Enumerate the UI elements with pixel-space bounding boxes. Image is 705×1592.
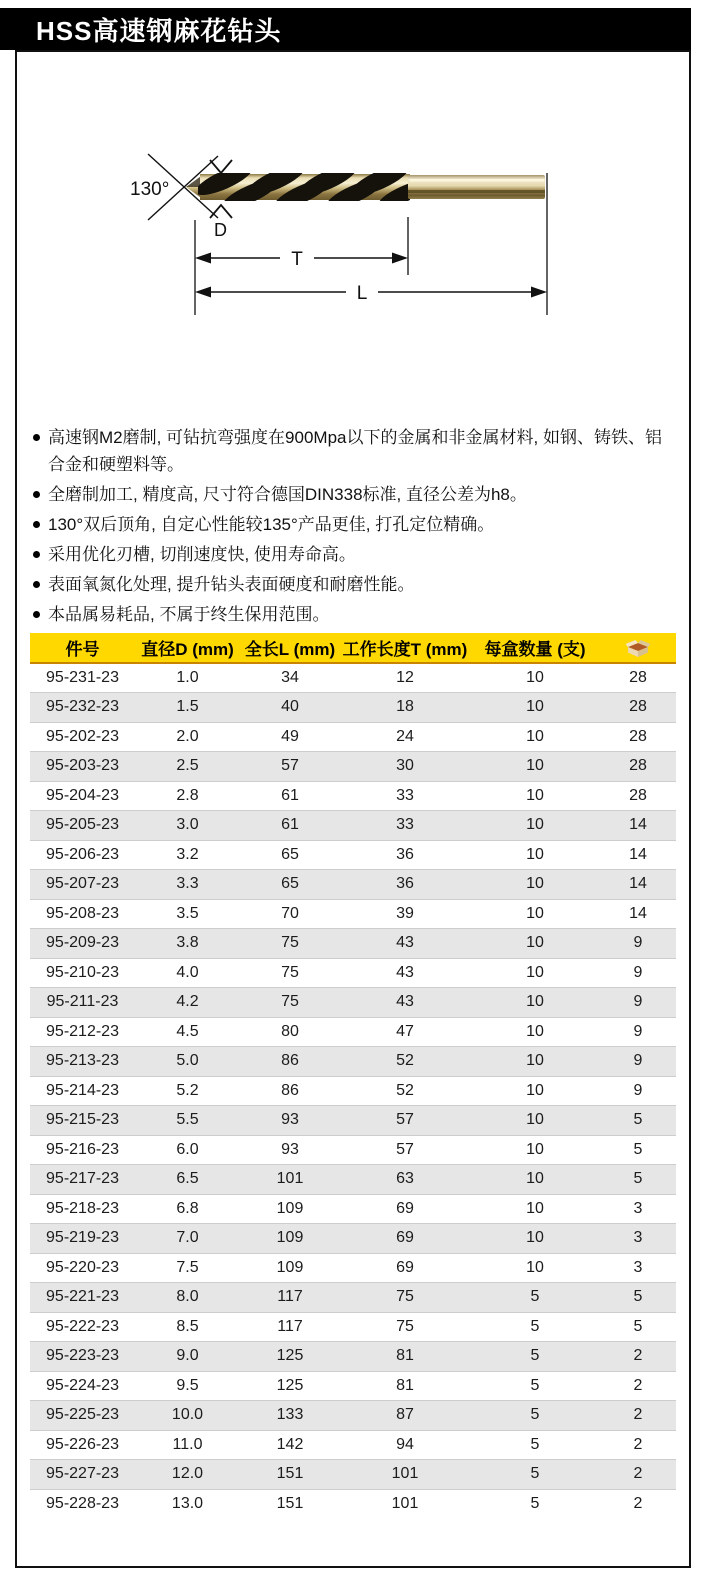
cell-total-length: 125 — [240, 1371, 340, 1401]
cell-qty-per-box: 10 — [470, 722, 600, 752]
table-row — [30, 1106, 676, 1136]
cell-boxes-per-carton: 9 — [600, 929, 676, 959]
cell-working-length: 30 — [340, 752, 470, 782]
cell-qty-per-box: 5 — [470, 1489, 600, 1519]
cell-diameter: 8.5 — [135, 1312, 240, 1342]
cell-qty-per-box: 10 — [470, 929, 600, 959]
header-carton — [600, 633, 676, 663]
cell-diameter: 5.0 — [135, 1047, 240, 1077]
cell-working-length: 18 — [340, 693, 470, 723]
header-diameter: 直径D (mm) — [135, 633, 240, 663]
table-row — [30, 1312, 676, 1342]
cell-part-no: 95-214-23 — [30, 1076, 135, 1106]
diameter-label: D — [214, 220, 227, 240]
cell-boxes-per-carton: 5 — [600, 1283, 676, 1313]
cell-total-length: 80 — [240, 1017, 340, 1047]
feature-item: 全磨制加工, 精度高, 尺寸符合德国DIN338标准, 直径公差为h8。 — [30, 481, 678, 508]
cell-boxes-per-carton: 9 — [600, 1047, 676, 1077]
cell-boxes-per-carton: 2 — [600, 1489, 676, 1519]
cell-diameter: 11.0 — [135, 1430, 240, 1460]
cell-total-length: 65 — [240, 870, 340, 900]
cell-qty-per-box: 10 — [470, 752, 600, 782]
feature-item: 本品属易耗品, 不属于终生保用范围。 — [30, 601, 678, 628]
cell-qty-per-box: 5 — [470, 1283, 600, 1313]
table-row — [30, 811, 676, 841]
cell-boxes-per-carton: 3 — [600, 1194, 676, 1224]
cell-working-length: 52 — [340, 1047, 470, 1077]
cell-qty-per-box: 10 — [470, 781, 600, 811]
header-part-no: 件号 — [30, 633, 135, 663]
cell-part-no: 95-208-23 — [30, 899, 135, 929]
table-row — [30, 1342, 676, 1372]
table-row — [30, 870, 676, 900]
cell-diameter: 1.5 — [135, 693, 240, 723]
cell-part-no: 95-213-23 — [30, 1047, 135, 1077]
cell-diameter: 5.5 — [135, 1106, 240, 1136]
cell-qty-per-box: 5 — [470, 1371, 600, 1401]
cell-part-no: 95-217-23 — [30, 1165, 135, 1195]
cell-diameter: 6.0 — [135, 1135, 240, 1165]
cell-diameter: 10.0 — [135, 1401, 240, 1431]
cell-part-no: 95-212-23 — [30, 1017, 135, 1047]
cell-total-length: 86 — [240, 1076, 340, 1106]
cell-qty-per-box: 10 — [470, 693, 600, 723]
working-length-label: T — [291, 249, 303, 270]
cell-part-no: 95-216-23 — [30, 1135, 135, 1165]
table-row — [30, 1460, 676, 1490]
cell-total-length: 93 — [240, 1106, 340, 1136]
cell-diameter: 4.2 — [135, 988, 240, 1018]
cell-working-length: 75 — [340, 1312, 470, 1342]
cell-total-length: 75 — [240, 988, 340, 1018]
cell-part-no: 95-226-23 — [30, 1430, 135, 1460]
cell-part-no: 95-223-23 — [30, 1342, 135, 1372]
cell-qty-per-box: 10 — [470, 1135, 600, 1165]
table-row — [30, 1165, 676, 1195]
cell-total-length: 49 — [240, 722, 340, 752]
cell-diameter: 3.0 — [135, 811, 240, 841]
cell-part-no: 95-215-23 — [30, 1106, 135, 1136]
cell-working-length: 101 — [340, 1460, 470, 1490]
drill-fluted-section — [192, 159, 433, 214]
cell-total-length: 151 — [240, 1489, 340, 1519]
cell-part-no: 95-231-23 — [46, 669, 119, 686]
cell-qty-per-box: 10 — [470, 1194, 600, 1224]
cell-qty-per-box: 10 — [470, 840, 600, 870]
page-title-bar — [0, 8, 691, 50]
cell-qty-per-box: 10 — [470, 899, 600, 929]
cell-boxes-per-carton: 5 — [600, 1312, 676, 1342]
cell-part-no: 95-221-23 — [30, 1283, 135, 1313]
cell-boxes-per-carton: 2 — [600, 1342, 676, 1372]
cell-part-no: 95-209-23 — [30, 929, 135, 959]
cell-diameter: 3.3 — [135, 870, 240, 900]
cell-working-length: 52 — [340, 1076, 470, 1106]
cell-diameter: 6.5 — [135, 1165, 240, 1195]
cell-part-no: 95-206-23 — [30, 840, 135, 870]
cell-working-length: 69 — [340, 1194, 470, 1224]
cell-diameter: 2.8 — [135, 781, 240, 811]
cell-part-no: 95-228-23 — [30, 1489, 135, 1519]
cell-total-length: 40 — [240, 693, 340, 723]
cell-boxes-per-carton: 5 — [600, 1106, 676, 1136]
angle-label: 130° — [130, 179, 170, 200]
cell-part-no: 95-207-23 — [30, 870, 135, 900]
table-row — [30, 1135, 676, 1165]
cell-working-length: 57 — [340, 1106, 470, 1136]
cell-diameter: 3.8 — [135, 929, 240, 959]
cell-qty-per-box: 10 — [470, 1165, 600, 1195]
cell-total-length: 142 — [240, 1430, 340, 1460]
cell-diameter: 13.0 — [135, 1489, 240, 1519]
cell-boxes-per-carton: 9 — [600, 1076, 676, 1106]
content-box — [15, 50, 691, 1568]
table-row — [30, 1076, 676, 1106]
cell-qty-per-box: 10 — [470, 1047, 600, 1077]
cell-diameter: 4.0 — [135, 958, 240, 988]
cell-part-no: 95-218-23 — [30, 1194, 135, 1224]
carton-box-icon — [625, 639, 651, 658]
cell-boxes-per-carton: 2 — [600, 1401, 676, 1431]
cell-boxes-per-carton: 5 — [600, 1165, 676, 1195]
table-row — [30, 722, 676, 752]
cell-part-no: 95-232-23 — [30, 693, 135, 723]
cell-qty-per-box: 10 — [470, 1224, 600, 1254]
cell-working-length: 101 — [340, 1489, 470, 1519]
total-length-label: L — [356, 283, 368, 304]
table-row — [30, 693, 676, 723]
table-row — [30, 1401, 676, 1431]
drill-shank — [408, 175, 545, 199]
cell-qty-per-box: 5 — [470, 1312, 600, 1342]
cell-qty-per-box: 10 — [470, 1017, 600, 1047]
cell-working-length: 39 — [340, 899, 470, 929]
feature-item: 采用优化刃槽, 切削速度快, 使用寿命高。 — [30, 541, 678, 568]
cell-total-length: 86 — [240, 1047, 340, 1077]
cell-total-length: 109 — [240, 1253, 340, 1283]
table-row — [30, 1017, 676, 1047]
drill-diagram — [100, 140, 570, 330]
cell-working-length: 94 — [340, 1430, 470, 1460]
cell-diameter: 5.2 — [135, 1076, 240, 1106]
cell-boxes-per-carton: 28 — [629, 669, 647, 686]
table-row — [30, 781, 676, 811]
cell-working-length: 33 — [340, 811, 470, 841]
cell-working-length: 43 — [340, 958, 470, 988]
cell-diameter: 9.5 — [135, 1371, 240, 1401]
cell-qty-per-box: 10 — [470, 811, 600, 841]
table-row — [30, 663, 676, 693]
cell-diameter: 3.5 — [135, 899, 240, 929]
drill-bit-drawing-icon — [100, 140, 570, 330]
header-total-length: 全长L (mm) — [240, 633, 340, 663]
cell-boxes-per-carton: 2 — [600, 1371, 676, 1401]
cell-diameter: 2.5 — [135, 752, 240, 782]
cell-total-length: 109 — [240, 1194, 340, 1224]
cell-total-length: 109 — [240, 1224, 340, 1254]
table-row — [30, 1047, 676, 1077]
cell-qty-per-box: 5 — [470, 1430, 600, 1460]
cell-working-length: 63 — [340, 1165, 470, 1195]
cell-working-length: 69 — [340, 1224, 470, 1254]
feature-item: 130°双后顶角, 自定心性能较135°产品更佳, 打孔定位精确。 — [30, 511, 678, 538]
cell-total-length: 65 — [240, 840, 340, 870]
feature-item: 表面氧氮化处理, 提升钻头表面硬度和耐磨性能。 — [30, 571, 678, 598]
cell-part-no: 95-202-23 — [30, 722, 135, 752]
cell-part-no: 95-225-23 — [30, 1401, 135, 1431]
cell-total-length: 34 — [281, 669, 299, 686]
cell-diameter: 6.8 — [135, 1194, 240, 1224]
cell-boxes-per-carton: 28 — [600, 693, 676, 723]
cell-working-length: 69 — [340, 1253, 470, 1283]
table-row — [30, 958, 676, 988]
table-row — [30, 1253, 676, 1283]
spec-table — [30, 633, 676, 1519]
cell-part-no: 95-205-23 — [30, 811, 135, 841]
cell-diameter: 2.0 — [135, 722, 240, 752]
cell-total-length: 75 — [240, 929, 340, 959]
cell-part-no: 95-224-23 — [30, 1371, 135, 1401]
total-length-dimension-icon — [195, 287, 547, 298]
cell-working-length: 87 — [340, 1401, 470, 1431]
cell-working-length: 81 — [340, 1371, 470, 1401]
table-row — [30, 929, 676, 959]
cell-part-no: 95-222-23 — [30, 1312, 135, 1342]
cell-qty-per-box: 10 — [470, 1076, 600, 1106]
header-working-length: 工作长度T (mm) — [340, 633, 470, 663]
cell-diameter: 1.0 — [176, 669, 199, 686]
cell-boxes-per-carton: 28 — [600, 722, 676, 752]
spec-table-wrap — [30, 633, 676, 1519]
header-qty-per-box: 每盒数量 (支) — [470, 633, 600, 663]
cell-diameter: 7.0 — [135, 1224, 240, 1254]
table-row — [30, 1430, 676, 1460]
cell-diameter: 8.0 — [135, 1283, 240, 1313]
cell-total-length: 151 — [240, 1460, 340, 1490]
cell-qty-per-box: 10 — [526, 669, 544, 686]
feature-list — [30, 424, 678, 631]
cell-total-length: 61 — [240, 781, 340, 811]
cell-boxes-per-carton: 14 — [600, 811, 676, 841]
table-row — [30, 1224, 676, 1254]
table-row — [30, 1283, 676, 1313]
table-row — [30, 988, 676, 1018]
cell-qty-per-box: 10 — [470, 958, 600, 988]
cell-total-length: 133 — [240, 1401, 340, 1431]
cell-boxes-per-carton: 14 — [600, 840, 676, 870]
cell-total-length: 117 — [240, 1312, 340, 1342]
cell-working-length: 36 — [340, 870, 470, 900]
table-row — [30, 1489, 676, 1519]
cell-diameter: 12.0 — [135, 1460, 240, 1490]
cell-diameter: 3.2 — [135, 840, 240, 870]
cell-total-length: 93 — [240, 1135, 340, 1165]
cell-working-length: 47 — [340, 1017, 470, 1047]
cell-working-length: 36 — [340, 840, 470, 870]
cell-total-length: 61 — [240, 811, 340, 841]
cell-qty-per-box: 10 — [470, 1106, 600, 1136]
cell-working-length: 43 — [340, 929, 470, 959]
cell-boxes-per-carton: 2 — [600, 1430, 676, 1460]
cell-total-length: 117 — [240, 1283, 340, 1313]
cell-working-length: 57 — [340, 1135, 470, 1165]
table-row — [30, 752, 676, 782]
cell-boxes-per-carton: 28 — [600, 752, 676, 782]
spec-table-body — [30, 663, 676, 1519]
cell-working-length: 81 — [340, 1342, 470, 1372]
cell-boxes-per-carton: 5 — [600, 1135, 676, 1165]
table-header-row — [30, 633, 676, 663]
cell-boxes-per-carton: 14 — [600, 899, 676, 929]
cell-boxes-per-carton: 9 — [600, 1017, 676, 1047]
table-row — [30, 899, 676, 929]
cell-qty-per-box: 5 — [470, 1342, 600, 1372]
cell-boxes-per-carton: 3 — [600, 1253, 676, 1283]
cell-total-length: 70 — [240, 899, 340, 929]
cell-qty-per-box: 5 — [470, 1401, 600, 1431]
cell-qty-per-box: 5 — [470, 1460, 600, 1490]
cell-boxes-per-carton: 14 — [600, 870, 676, 900]
cell-boxes-per-carton: 9 — [600, 958, 676, 988]
cell-diameter: 4.5 — [135, 1017, 240, 1047]
table-row — [30, 1371, 676, 1401]
cell-qty-per-box: 10 — [470, 1253, 600, 1283]
cell-working-length: 12 — [396, 669, 414, 686]
cell-boxes-per-carton: 3 — [600, 1224, 676, 1254]
cell-total-length: 57 — [240, 752, 340, 782]
cell-total-length: 75 — [240, 958, 340, 988]
table-row — [30, 840, 676, 870]
cell-total-length: 101 — [240, 1165, 340, 1195]
cell-part-no: 95-203-23 — [30, 752, 135, 782]
cell-diameter: 9.0 — [135, 1342, 240, 1372]
cell-diameter: 7.5 — [135, 1253, 240, 1283]
cell-total-length: 125 — [240, 1342, 340, 1372]
table-row — [30, 1194, 676, 1224]
cell-part-no: 95-219-23 — [30, 1224, 135, 1254]
cell-part-no: 95-210-23 — [30, 958, 135, 988]
cell-working-length: 24 — [340, 722, 470, 752]
cell-part-no: 95-220-23 — [30, 1253, 135, 1283]
cell-boxes-per-carton: 28 — [600, 781, 676, 811]
cell-working-length: 33 — [340, 781, 470, 811]
cell-part-no: 95-204-23 — [30, 781, 135, 811]
cell-working-length: 75 — [340, 1283, 470, 1313]
feature-item: 高速钢M2磨制, 可钻抗弯强度在900Mpa以下的金属和非金属材料, 如钢、铸铁、铝合金和硬塑料等。 — [30, 424, 678, 478]
cell-part-no: 95-227-23 — [30, 1460, 135, 1490]
cell-qty-per-box: 10 — [470, 870, 600, 900]
cell-part-no: 95-211-23 — [30, 988, 135, 1018]
cell-working-length: 43 — [340, 988, 470, 1018]
cell-boxes-per-carton: 9 — [600, 988, 676, 1018]
page-title: HSS高速钢麻花钻头 — [36, 15, 282, 46]
cell-boxes-per-carton: 2 — [600, 1460, 676, 1490]
cell-qty-per-box: 10 — [470, 988, 600, 1018]
